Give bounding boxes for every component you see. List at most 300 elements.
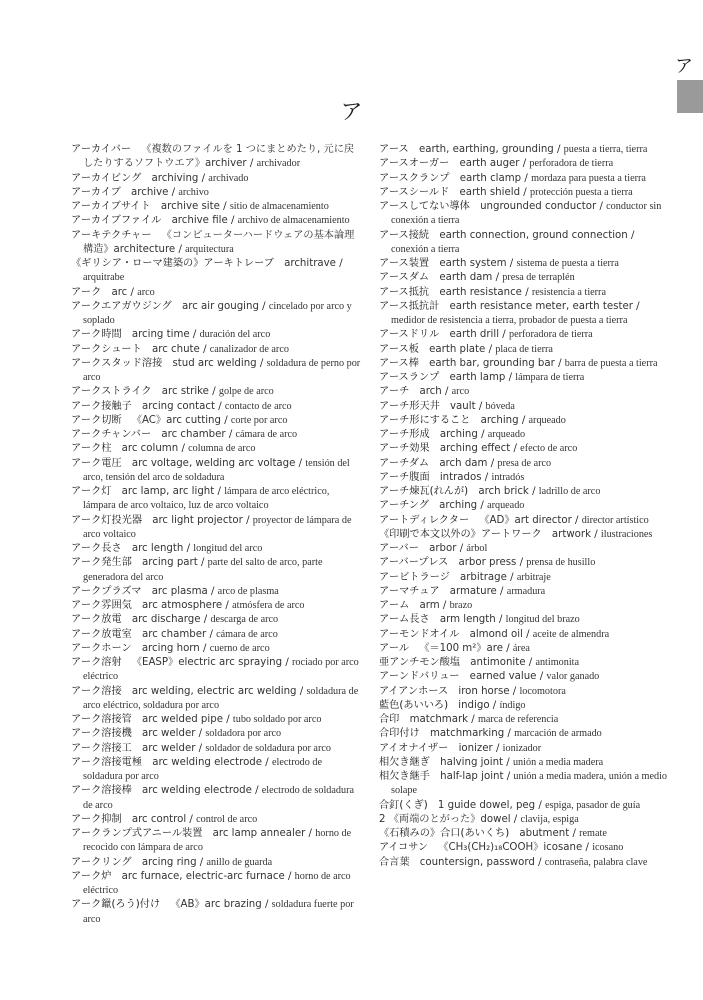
entry-spanish: efecto de arco <box>520 443 578 455</box>
entry-term: アーク溶接工 <box>71 742 132 754</box>
dictionary-entry: アーチ腹面 intrados / intradós <box>379 471 525 483</box>
dictionary-entry: 合印付け matchmarking / marcación de armado <box>379 728 602 740</box>
entry-english: arc welded pipe <box>142 714 223 725</box>
entry-english: ionizer <box>458 742 493 754</box>
entry-term: アーモンドオイル <box>379 628 460 640</box>
dictionary-entry: アーカイブ archive / archivo <box>71 186 209 198</box>
entry-english: matchmark <box>409 714 469 725</box>
entry-spanish: electrodo de soldadura de arco <box>83 785 354 811</box>
entry-term: 《ギリシア・ローマ建築の》アーキトレーブ <box>71 258 274 269</box>
entry-english: earth resistance <box>439 286 522 298</box>
dictionary-entry: アーク溶射 《EASP》electric arc spraying / rociado por arco eléctrico <box>71 657 359 683</box>
entry-term: 合釘(くぎ) <box>379 799 428 811</box>
entry-term: アーク溶接管 <box>71 714 132 725</box>
entry-term: アークリング <box>71 856 132 868</box>
dictionary-entry: アースしてない導体 ungrounded conductor / conductor sin conexión a tierra <box>379 201 662 227</box>
entry-english: arc column <box>121 443 179 455</box>
dictionary-entry: アール 《＝100 m²》are / área <box>379 642 530 654</box>
dictionary-entry: アーク溶接電極 arc welding electrode / electrodo de soldadura por arco <box>71 756 323 782</box>
dictionary-entry: アイアンホース iron horse / locomotora <box>379 685 566 697</box>
dictionary-entry: アース抵抗 earth resistance / resistencia a tierra <box>379 286 606 298</box>
entry-english: arc furnace, electric-arc furnace <box>121 870 285 882</box>
entry-english: arc chamber <box>142 628 207 640</box>
dictionary-entry: アークチャンバー arc chamber / cámara de arco <box>71 429 298 440</box>
entry-english: earth connection, ground connection <box>439 229 628 241</box>
entry-spanish: bóveda <box>485 400 515 412</box>
entry-spanish: proyector de lámpara de arco voltaico <box>83 514 352 540</box>
entry-spanish: barra de puesta a tierra <box>564 357 658 369</box>
entry-english: abutment <box>519 828 570 839</box>
dictionary-entry: 《石積みの》合口(あいくち) abutment / remate <box>379 828 607 839</box>
dictionary-entry: アーク発生部 arcing part / parte del salto de arco, parte generadora del arco <box>71 557 323 583</box>
entry-english: arching <box>439 500 478 512</box>
entry-spanish: tubo soldado por arco <box>232 714 322 725</box>
dictionary-entry: アークリング arcing ring / anillo de guarda <box>71 856 273 868</box>
dictionary-entry: アーチ形にすること arching / arqueado <box>379 414 566 426</box>
entry-term: アーカイブ <box>71 186 121 198</box>
dictionary-entry: アークシュート arc chute / canalizador de arco <box>71 343 289 355</box>
dictionary-entry: アーム長さ arm length / longitud del brazo <box>379 614 580 626</box>
section-tab-letter: ア <box>675 56 693 77</box>
entry-english: arc strike <box>161 386 209 398</box>
entry-english: arc <box>111 286 128 298</box>
entry-spanish: perforadora de tierra <box>529 158 614 170</box>
dictionary-entry: アーク灯投光器 arc light projector / proyector de lámpara de arco voltaico <box>71 514 352 540</box>
entry-spanish: marca de referencia <box>477 714 559 725</box>
entry-english: arcing part <box>142 557 198 569</box>
dictionary-entry: アーカイビング archiving / archivado <box>71 172 249 184</box>
entry-english: 《CH₃(CH₂)₁₈COOH》icosane <box>438 842 583 854</box>
dictionary-entry: アークエアガウジング arc air gouging / cincelado por arco y soplado <box>71 300 352 326</box>
entry-term: アーク灯投光器 <box>71 514 143 526</box>
dictionary-entry: アーチング arching / arqueado <box>379 500 525 512</box>
entry-english: halving joint <box>440 756 504 768</box>
entry-english: arching <box>439 429 478 440</box>
entry-spanish: arqueado <box>487 500 525 512</box>
dictionary-entry: アーキテクチャー 《コンピューターハードウェアの基本論理構造》architecture / arquitectura <box>71 229 355 255</box>
dictionary-entry: アーク arc / arco <box>71 286 155 298</box>
entry-spanish: sistema de puesta a tierra <box>516 258 619 269</box>
entry-spanish: longitud del arco <box>193 543 263 554</box>
dictionary-entry: アークストライク arc strike / golpe de arco <box>71 386 274 398</box>
entry-spanish: soldadora por arco <box>205 728 282 740</box>
entry-english: earth clamp <box>459 172 522 184</box>
dictionary-entry: アーム arm / brazo <box>379 600 473 611</box>
entry-english: 《複数のファイルを 1 つにまとめたり, 元に戻したりするソフトウエア》archiver <box>83 144 355 170</box>
entry-english: 《AB》arc brazing <box>170 899 262 911</box>
entry-term: 亜アンチモン酸塩 <box>379 657 461 668</box>
entry-spanish: soldadura fuerte por arco <box>83 899 354 925</box>
entry-english: earth resistance meter, earth tester <box>449 300 633 312</box>
entry-spanish: presa de terraplén <box>502 272 575 284</box>
entry-spanish: remate <box>579 828 607 839</box>
dictionary-entry: アークホーン arcing horn / cuerno de arco <box>71 642 270 654</box>
entry-spanish: tensión del arco, tensión del arco de soldadura <box>83 457 350 483</box>
entry-english: arching <box>480 414 519 426</box>
entry-term: アーク溶射 <box>71 657 122 668</box>
dictionary-entry: アーク接触子 arcing contact / contacto de arco <box>71 400 292 412</box>
dictionary-entry: アーチダム arch dam / presa de arco <box>379 457 552 469</box>
dictionary-entry: アートディレクター 《AD》art director / director artístico <box>379 514 649 526</box>
entry-english: earth, earthing, grounding <box>418 144 554 155</box>
entry-english: earth auger <box>459 158 520 170</box>
entry-spanish: placa de tierra <box>495 343 553 355</box>
dictionary-entry: アイコサン 《CH₃(CH₂)₁₈COOH》icosane / icosano <box>379 842 624 854</box>
entry-term: アーカイバー <box>71 144 132 155</box>
dictionary-entry: アースダム earth dam / presa de terraplén <box>379 272 575 284</box>
right-column <box>379 143 669 870</box>
entry-english: earth shield <box>459 186 521 198</box>
dictionary-entry: アーンドバリュー earned value / valor ganado <box>379 671 600 683</box>
entry-english: arcing horn <box>141 642 200 654</box>
entry-spanish: arquitrabe <box>83 272 125 284</box>
entry-english: architrave <box>284 258 336 269</box>
entry-term: アークプラズマ <box>71 585 142 597</box>
entry-spanish: atmósfera de arco <box>232 600 305 611</box>
entry-term: 《石積みの》合口(あいくち) <box>379 828 510 839</box>
entry-term: アイオナイザー <box>379 742 449 754</box>
dictionary-entry: アーチ煉瓦(れんが) arch brick / ladrillo de arco <box>379 486 601 497</box>
dictionary-entry: アーカイブサイト archive site / sitio de almacenamiento <box>71 201 329 212</box>
entry-spanish: prensa de husillo <box>526 557 596 569</box>
entry-english: iron horse <box>458 685 510 697</box>
left-column <box>71 143 361 927</box>
entry-english: intrados <box>439 471 482 483</box>
entry-spanish: icosano <box>592 842 624 854</box>
entry-english: arch brick <box>478 486 529 497</box>
entry-term: アーキテクチャー <box>71 229 152 241</box>
entry-spanish: ilustraciones <box>600 528 653 540</box>
entry-spanish: armadura <box>506 585 546 597</box>
entry-spanish: lámpara de tierra <box>515 372 585 383</box>
entry-english: archiving <box>151 172 199 184</box>
dictionary-entry: アーク溶接工 arc welder / soldador de soldadura por arco <box>71 742 331 754</box>
entry-english: arch <box>419 386 442 398</box>
page-heading: ア <box>340 100 363 125</box>
entry-english: arbor press <box>458 557 517 569</box>
entry-term: アーチング <box>379 500 429 512</box>
entry-spanish: índigo <box>499 699 526 711</box>
entry-term: アーク抑制 <box>71 813 122 825</box>
entry-english: archive <box>131 186 169 198</box>
entry-english: arc chute <box>152 343 200 355</box>
entry-spanish: cámara de arco <box>235 429 298 440</box>
dictionary-entry: アーチ効果 arching effect / efecto de arco <box>379 443 578 455</box>
dictionary-entry: アーク雰囲気 arc atmosphere / atmósfera de arco <box>71 600 305 611</box>
entry-spanish: intradós <box>491 471 525 483</box>
entry-term: アーク溶接機 <box>71 728 132 740</box>
entry-english: 《EASP》electric arc spraying <box>131 657 283 668</box>
dictionary-entry: アースランプ earth lamp / lámpara de tierra <box>379 372 585 383</box>
entry-english: artwork <box>551 528 591 540</box>
dictionary-entry: アーク炉 arc furnace, electric-arc furnace / horno de arco eléctrico <box>71 870 351 896</box>
entry-english: earth lamp <box>449 372 506 383</box>
entry-spanish: ladrillo de arco <box>538 486 601 497</box>
entry-term: アーク溶接 <box>71 685 122 697</box>
entry-spanish: protección puesta a tierra <box>529 186 633 198</box>
entry-english: earth bar, grounding bar <box>429 357 555 369</box>
entry-term: アークホーン <box>71 642 132 654</box>
entry-term: アースクランプ <box>379 172 450 184</box>
dictionary-entry: アーク抑制 arc control / control de arco <box>71 813 258 825</box>
entry-spanish: lámpara de arco eléctrico, lámpara de arco voltaico, luz de arco voltaico <box>83 486 330 512</box>
entry-english: matchmarking <box>429 728 505 740</box>
entry-term: アーク溶接棒 <box>71 785 132 797</box>
entry-spanish: control de arco <box>196 813 258 825</box>
dictionary-entry: アーク放電 arc discharge / descarga de arco <box>71 614 279 626</box>
entry-term: アースドリル <box>379 329 440 341</box>
dictionary-entry: アースオーガー earth auger / perforadora de tierra <box>379 158 614 170</box>
entry-term: アービトラージ <box>379 571 450 583</box>
entry-english: arc welding electrode <box>152 756 263 768</box>
entry-spanish: unión a media madera <box>512 756 604 768</box>
entry-spanish: conductor sin conexión a tierra <box>391 201 662 227</box>
entry-english: almond oil <box>469 628 523 640</box>
entry-spanish: soldador de soldadura por arco <box>205 742 331 754</box>
entry-spanish: espiga, pasador de guía <box>545 799 641 811</box>
entry-spanish: área <box>512 642 530 654</box>
dictionary-entry: 相欠き継ぎ halving joint / unión a media madera <box>379 756 604 768</box>
entry-english: antimonite <box>470 657 526 668</box>
dictionary-entry: 藍色(あいいろ) indigo / índigo <box>379 699 526 711</box>
entry-term: アーク長さ <box>71 543 122 554</box>
entry-english: arc welder <box>142 728 196 740</box>
dictionary-entry: アース接続 earth connection, ground connection / conexión a tierra <box>379 229 635 255</box>
entry-spanish: anillo de guarda <box>206 856 273 868</box>
entry-english: arching effect <box>439 443 511 455</box>
entry-spanish: arquitectura <box>185 243 234 255</box>
entry-term: アイコサン <box>379 842 429 854</box>
entry-english: arcing time <box>131 329 190 341</box>
entry-spanish: presa de arco <box>497 457 552 469</box>
entry-spanish: locomotora <box>519 685 566 697</box>
dictionary-entry: アークスタッド溶接 stud arc welding / soldadura de perno por arco <box>71 357 361 383</box>
entry-english: stud arc welding <box>172 357 257 369</box>
entry-english: earth drill <box>449 329 500 341</box>
entry-spanish: soldadura de perno por arco <box>83 357 361 383</box>
entry-english: arc lamp annealer <box>212 828 306 839</box>
entry-english: arcing ring <box>141 856 197 868</box>
entry-term: アーチダム <box>379 457 430 469</box>
entry-term: アーバー <box>379 543 419 554</box>
entry-term: アースしてない導体 <box>379 201 470 212</box>
entry-term: 合印 <box>379 714 400 725</box>
entry-term: 相欠き継ぎ <box>379 756 430 768</box>
dictionary-entry: 相欠き継手 half-lap joint / unión a media madera, unión a medio solape <box>379 771 668 797</box>
dictionary-entry: アーク溶接棒 arc welding electrode / electrodo de soldadura de arco <box>71 785 354 811</box>
entry-english: half-lap joint <box>440 771 504 782</box>
entry-english: 1 guide dowel, peg <box>437 799 536 811</box>
entry-english: 《AC》arc cutting <box>131 414 221 426</box>
entry-term: アース抵抗計 <box>379 300 440 312</box>
entry-term: アーク電圧 <box>71 457 122 469</box>
dictionary-entry: アービトラージ arbitrage / arbitraje <box>379 571 551 583</box>
entry-spanish: puesta a tierra, tierra <box>563 144 648 155</box>
dictionary-entry: 《印刷で本文以外の》アートワーク artwork / ilustraciones <box>379 528 653 540</box>
entry-english: arc control <box>131 813 187 825</box>
entry-english: arc lamp, arc light <box>121 486 215 497</box>
entry-spanish: golpe de arco <box>218 386 274 398</box>
entry-spanish: horno de recocido con lámpara de arco <box>83 828 352 854</box>
entry-term: アースダム <box>379 272 430 284</box>
entry-term: アーク溶接電極 <box>71 756 143 768</box>
entry-spanish: electrodo de soldadura por arco <box>83 756 323 782</box>
entry-term: 藍色(あいいろ) <box>379 699 449 711</box>
entry-term: アーチ形成 <box>379 429 430 440</box>
dictionary-entry: アーク時間 arcing time / duración del arco <box>71 329 271 341</box>
entry-spanish: aceite de almendra <box>532 628 610 640</box>
entry-spanish: parte del salto de arco, parte generadora del arco <box>83 557 323 583</box>
entry-term: アースランプ <box>379 372 440 383</box>
entry-term: アース <box>379 144 409 155</box>
entry-english: arc discharge <box>131 614 201 626</box>
dictionary-entry: アースクランプ earth clamp / mordaza para puesta a tierra <box>379 172 646 184</box>
entry-spanish: arbitraje <box>516 571 551 583</box>
entry-english: arc plasma <box>151 585 208 597</box>
entry-term: アーマチュア <box>379 585 440 597</box>
entry-term: アーム <box>379 600 410 611</box>
entry-spanish: medidor de resistencia a tierra, probador de puesta a tierra <box>391 315 628 326</box>
entry-term: 《印刷で本文以外の》アートワーク <box>379 528 542 540</box>
dictionary-entry: アーク溶接機 arc welder / soldadora por arco <box>71 728 282 740</box>
entry-term: アーチ腹面 <box>379 471 430 483</box>
entry-term: 合印付け <box>379 728 420 740</box>
entry-spanish: clavija, espiga <box>520 813 579 825</box>
entry-spanish: horno de arco eléctrico <box>83 870 351 896</box>
entry-spanish: mordaza para puesta a tierra <box>531 172 646 184</box>
entry-term: アーク <box>71 286 102 298</box>
entry-spanish: perforadora de tierra <box>508 329 593 341</box>
dictionary-entry: アース装置 earth system / sistema de puesta a tierra <box>379 258 619 269</box>
entry-english: arcing contact <box>142 400 215 412</box>
entry-spanish: archivo de almacenamiento <box>237 215 350 227</box>
dictionary-entry: アース棒 earth bar, grounding bar / barra de puesta a tierra <box>379 357 658 369</box>
entry-term: アーク鑞(ろう)付け <box>71 899 161 911</box>
dictionary-entry: アーモンドオイル almond oil / aceite de almendra <box>379 628 610 640</box>
entry-term: アース接続 <box>379 229 430 241</box>
entry-term: 相欠き継手 <box>379 771 430 782</box>
entry-term: アーチ形にすること <box>379 414 471 426</box>
entry-spanish: brazo <box>449 600 473 611</box>
entry-english: arm <box>419 600 440 611</box>
entry-english: arc chamber <box>161 429 226 440</box>
entry-spanish: árbol <box>466 543 488 554</box>
entry-english: earth dam <box>439 272 493 284</box>
entry-spanish: archivado <box>208 172 249 184</box>
dictionary-entry: アーカイバー 《複数のファイルを 1 つにまとめたり, 元に戻したりするソフトウエア》archiver / archivador <box>71 144 355 170</box>
entry-spanish: arco de plasma <box>217 585 279 597</box>
entry-term: アースオーガー <box>379 158 450 170</box>
entry-english: indigo <box>458 699 490 711</box>
entry-term: アーク放電 <box>71 614 122 626</box>
entry-english: arc air gouging <box>182 300 259 312</box>
entry-term: アーチ効果 <box>379 443 430 455</box>
entry-spanish: arqueado <box>528 414 566 426</box>
entry-term: アークランプ式アニール装置 <box>71 828 203 839</box>
entry-term: アーチ煉瓦(れんが) <box>379 486 469 497</box>
entry-spanish: canalizador de arco <box>209 343 289 355</box>
dictionary-entry: アーク放電室 arc chamber / cámara de arco <box>71 628 278 640</box>
entry-english: arc length <box>131 543 184 554</box>
entry-term: アーチ形天井 <box>379 400 440 412</box>
entry-english: arbor <box>429 543 457 554</box>
dictionary-entry: 合釘(くぎ) 1 guide dowel, peg / espiga, pasador de guía <box>379 799 641 811</box>
dictionary-entry: アースシールド earth shield / protección puesta a tierra <box>379 186 633 198</box>
entry-term: アーチ <box>379 386 410 398</box>
entry-spanish: archivador <box>256 158 301 170</box>
dictionary-entry: アーク切断 《AC》arc cutting / corte por arco <box>71 414 288 426</box>
entry-english: 《＝100 m²》are <box>419 642 503 654</box>
dictionary-entry: 《ギリシア・ローマ建築の》アーキトレーブ architrave / arquitrabe <box>71 258 343 284</box>
entry-term: アークスタッド溶接 <box>71 357 163 369</box>
entry-spanish: conexión a tierra <box>391 243 460 255</box>
dictionary-entry: アークランプ式アニール装置 arc lamp annealer / horno de recocido con lámpara de arco <box>71 828 352 854</box>
entry-spanish: contraseña, palabra clave <box>544 856 648 868</box>
entry-spanish: rociado por arco eléctrico <box>83 657 359 683</box>
entry-spanish: archivo <box>178 186 209 198</box>
entry-term: アーム長さ <box>379 614 430 626</box>
entry-spanish: director artístico <box>581 514 649 526</box>
entry-spanish: contacto de arco <box>224 400 292 412</box>
dictionary-entry: アーク溶接 arc welding, electric arc welding / soldadura de arco eléctrico, soldadura por arco <box>71 685 359 711</box>
dictionary-entry: アーマチュア armature / armadura <box>379 585 546 597</box>
entry-english: vault <box>450 400 476 412</box>
dictionary-entry: アーチ形天井 vault / bóveda <box>379 400 515 412</box>
entry-term: アース板 <box>379 343 419 355</box>
entry-spanish: ionizador <box>502 742 542 754</box>
entry-term: アース装置 <box>379 258 430 269</box>
dictionary-entry: アーカイブファイル archive file / archivo de almacenamiento <box>71 215 350 227</box>
entry-term: アーカイブファイル <box>71 215 162 227</box>
entry-english: earned value <box>469 671 537 683</box>
entry-spanish: longitud del brazo <box>505 614 580 626</box>
entry-term: アークシュート <box>71 343 142 355</box>
entry-term: アーカイブサイト <box>71 201 151 212</box>
entry-term: アール <box>379 642 410 654</box>
entry-spanish: antimonita <box>535 657 580 668</box>
entry-english: archive file <box>171 215 228 227</box>
entry-spanish: columna de arco <box>188 443 256 455</box>
entry-english: earth system <box>439 258 507 269</box>
entry-term: 合言葉 <box>379 856 410 868</box>
entry-english: arc light projector <box>152 514 243 526</box>
entry-english: arbitrage <box>460 571 507 583</box>
entry-term: アーバープレス <box>379 557 449 569</box>
entry-spanish: soldadura de arco eléctrico, soldadura por arco <box>83 685 359 711</box>
entry-english: arc welding electrode <box>142 785 252 797</box>
entry-spanish: cincelado por arco y soplado <box>83 300 352 326</box>
entry-term: アークストライク <box>71 386 152 398</box>
entry-term: アーク接触子 <box>71 400 132 412</box>
entry-english: 2 《両端のとがった》dowel <box>379 813 511 825</box>
entry-term: アーク発生部 <box>71 557 132 569</box>
dictionary-entry: アーク灯 arc lamp, arc light / lámpara de arco eléctrico, lámpara de arco voltaico, luz de arco voltaico <box>71 486 330 512</box>
entry-term: アース棒 <box>379 357 419 369</box>
dictionary-entry: アーク長さ arc length / longitud del arco <box>71 543 263 554</box>
entry-spanish: duración del arco <box>199 329 271 341</box>
entry-term: アーク炉 <box>71 870 112 882</box>
entry-spanish: resistencia a tierra <box>531 286 606 298</box>
entry-term: アークチャンバー <box>71 429 152 440</box>
dictionary-entry: アーク柱 arc column / columna de arco <box>71 443 256 455</box>
entry-spanish: cuerno de arco <box>209 642 270 654</box>
entry-term: アースシールド <box>379 186 450 198</box>
entry-spanish: unión a media madera, unión a medio solape <box>391 771 668 797</box>
entry-term: アーカイビング <box>71 172 142 184</box>
entry-spanish: arco <box>137 286 155 298</box>
entry-spanish: arqueado <box>487 429 526 440</box>
entry-term: アーク放電室 <box>71 628 132 640</box>
